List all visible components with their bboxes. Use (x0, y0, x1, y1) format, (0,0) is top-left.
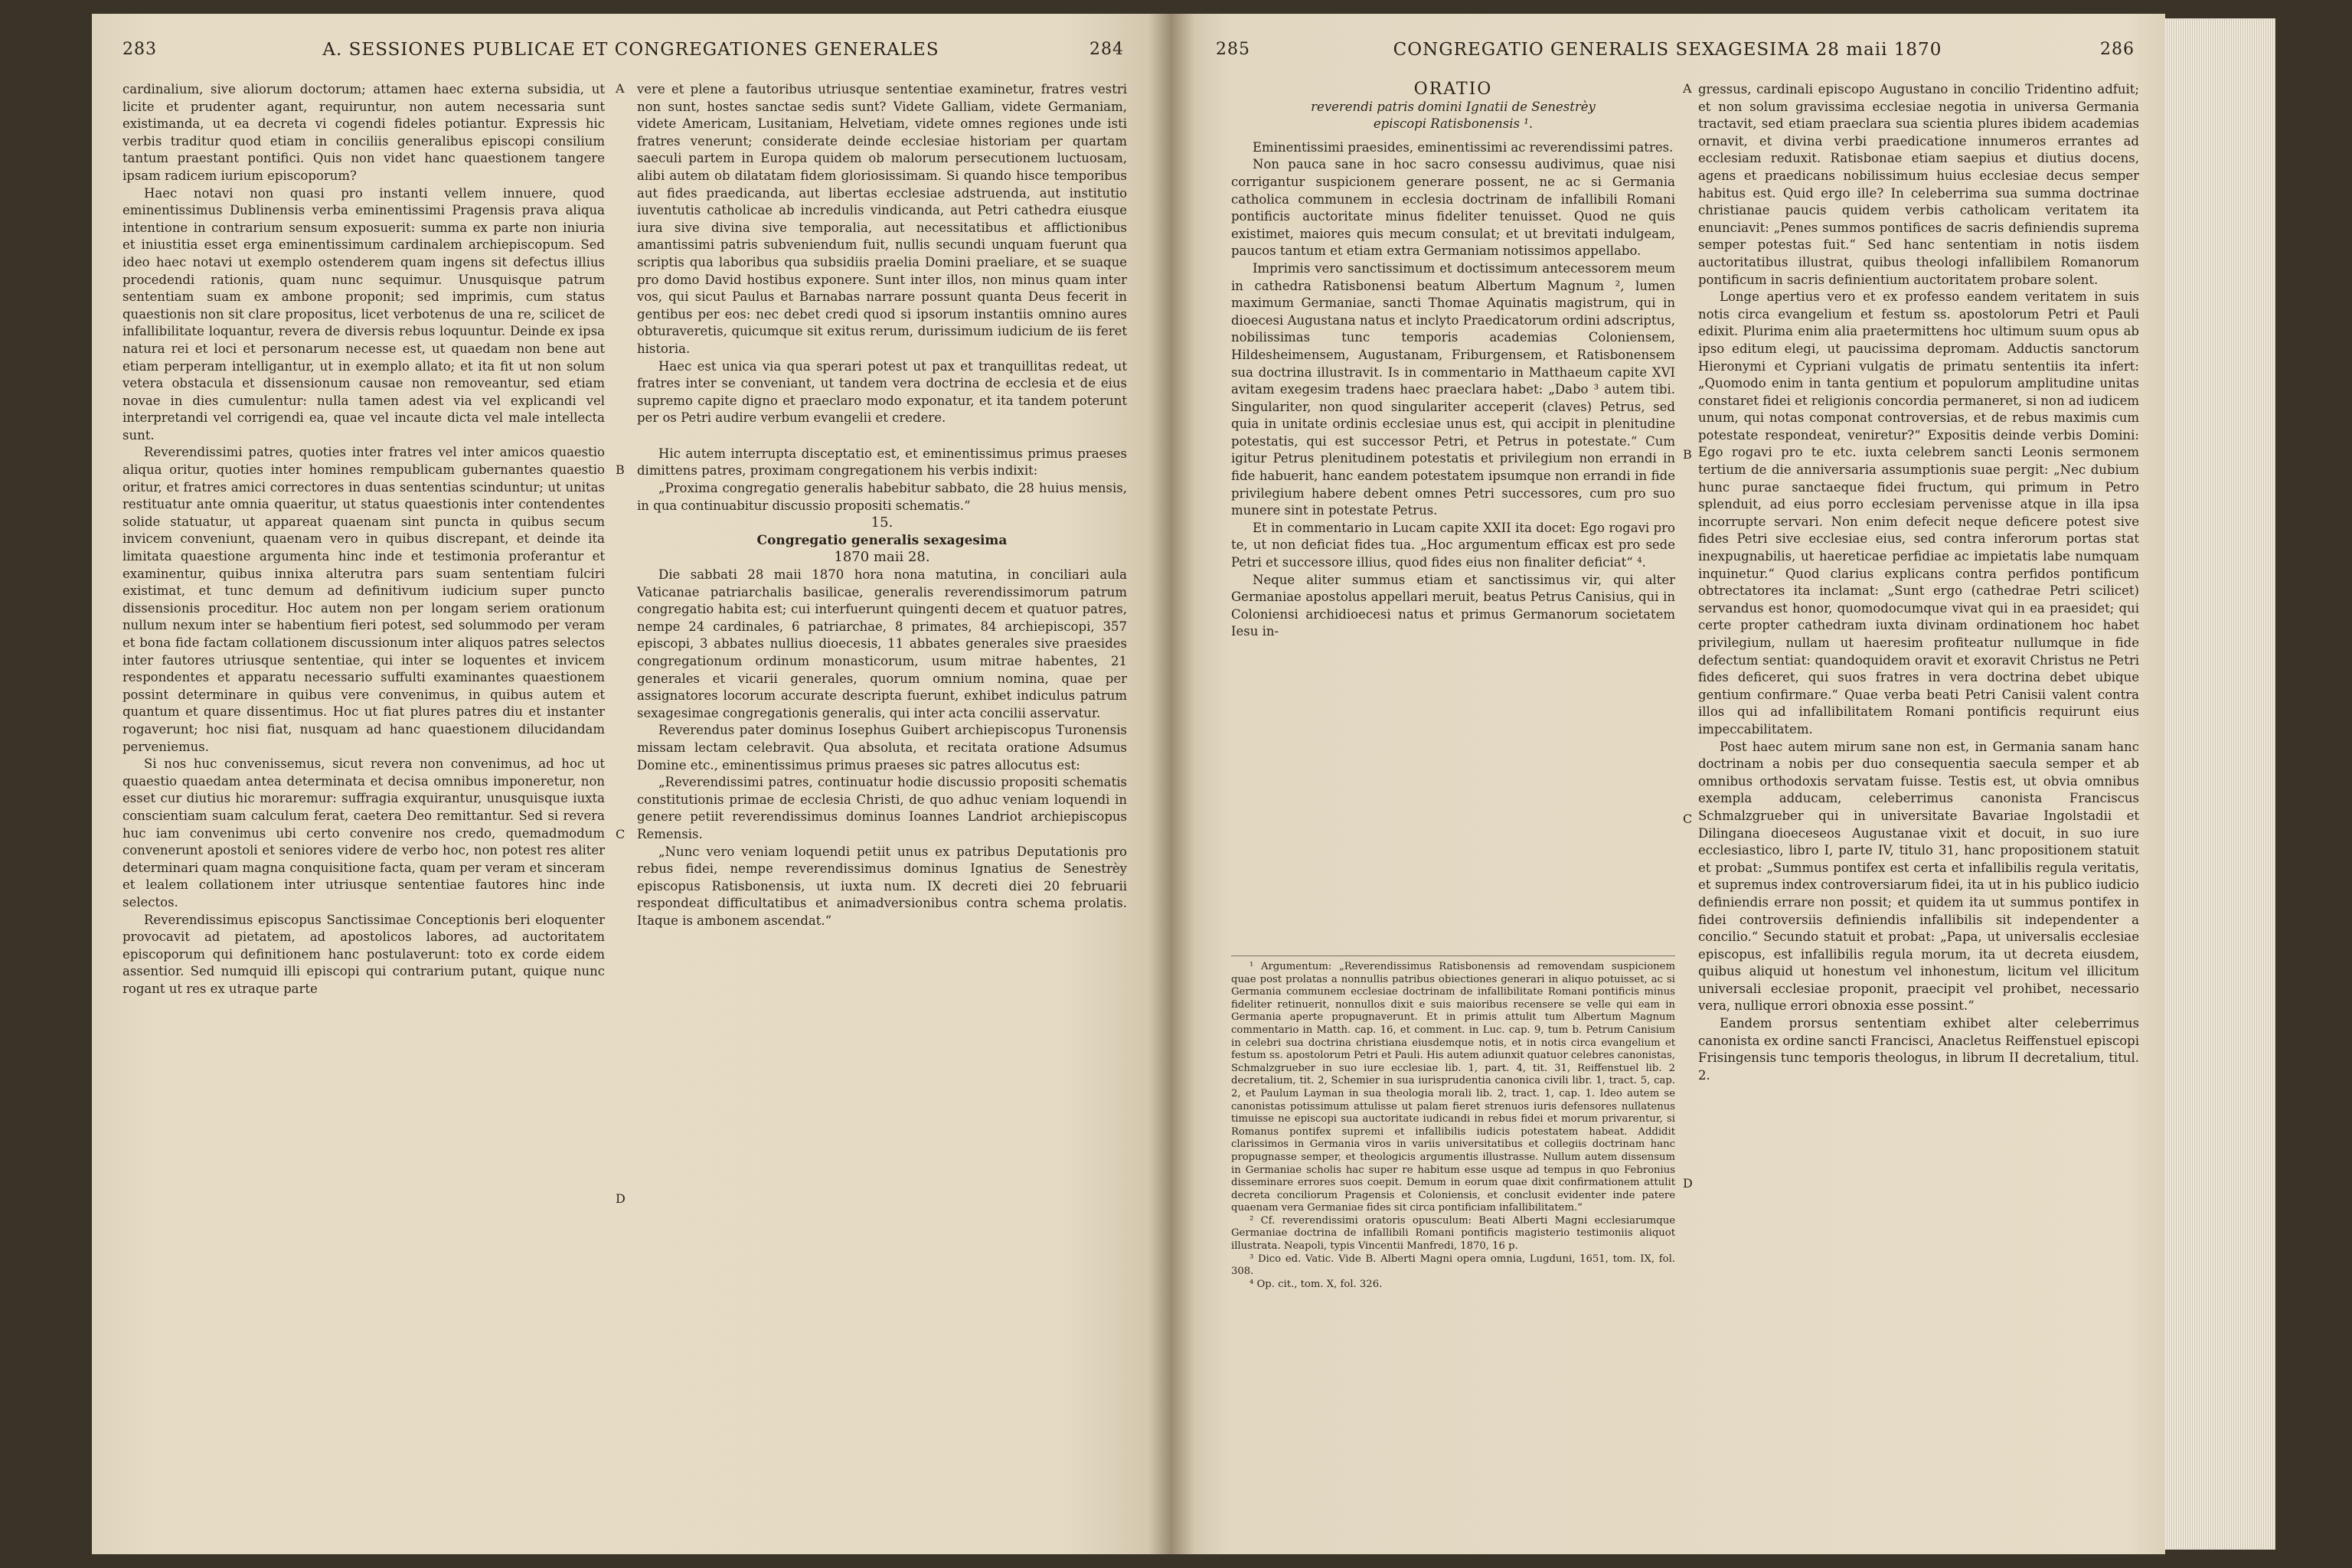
paragraph: Hic autem interrupta disceptatio est, et eminentissimus primus praeses dimittens patres, proximam congregationem his verbis indixit: (637, 446, 1127, 479)
margin-mark: D (1683, 1176, 1693, 1191)
page-number: 285 (1216, 40, 1250, 59)
paragraph: Post haec autem mirum sane non est, in Germania sanam hanc doctrinam a nobis per duo consequentia saecula semper et ab omnibus orthodoxis servatam fuisse. Testis est, ut obvia omnibus exempla adducam, celeberrimus canonista Franciscus Schmalzgrueber qui in universitate Bavariae Ingolstadii et Dilingana dioeceseos Augustanae vixit et docuit, in suo iure ecclesiastico, libro I, parte IV, titulo 31, hanc propositionem statuit et probat: „Summus pontifex est certa et infallibilis regula veritatis, et supremus index controversiarum fidei, ita ut in his publico iudicio definiendis errare non possit; et quidem ita ut summus pontifex in fidei controversiis definiendis infallibilis sit independenter a concilio.“ Secundo statuit et probat: „Papa, ut universalis ecclesiae episcopus, est infallibilis regula morum, ita ut decreta eiusdem, quibus aliquid ut honestum vel inhonestum, licitum vel illicitum universali ecclesiae proponit, praecipit vel prohibet, necessario vera, nullique errori obnoxia esse possint.“ (1698, 739, 2139, 1014)
page-number: 284 (1089, 40, 1124, 59)
running-head: CONGREGATIO GENERALIS SEXAGESIMA 28 maii 1870 (1393, 40, 1942, 60)
oratio-heading: ORATIO (1413, 80, 1493, 99)
paragraph: Reverendissimi patres, quoties inter fratres vel inter amicos quaestio aliqua oritur, quoties inter homines rempublicam gubernantes quaestio oritur, et fratres amici correctores in duas sententias scinduntur; ut unitas restituatur ante omnia quaeritur, ut status quaestionis inter contendentes solide statuatur, ut appareat quaenam sint puncta in quibus secum invicem conveniunt, quaenam vero in quibus discrepant, et deinde ita limitata quaestione argumenta hinc inde et testimonia proferantur et examinentur, quibus innixa alterutra pars suam sententiam fulciri existimat, et tunc demum ad definitivum iudicium super puncto dissensionis proceditur. Hoc autem non per longam seriem orationum nullum nexum inter se habentium fieri potest, sed solummodo per veram et bona fide factam collationem discussionum inter aliquos patres selectos inter fautores utriusque sententiae, qui inter se loquentes et invicem respondentes et apparatu necessario suffulti examinantes quaestionem possint determinare in quibus vere convenimus, in quibus autem et quantum et quare dissentimus. Hoc ut fiat plures patres diu et instanter rogaverunt; hoc nisi fiat, nusquam ad hanc quaestionem dilucidandam perveniemus. (122, 445, 605, 754)
paragraph: „Reverendissimi patres, continuatur hodie discussio propositi schematis constitutionis primae de ecclesia Christi, de quo adhuc veniam loquendi in genere petiit reverendissimus dominus Ioannes Landriot archiepiscopus Remensis. (637, 775, 1127, 841)
section-number: 15. (871, 514, 893, 531)
left-column-1 (122, 81, 605, 998)
section-date: 1870 maii 28. (834, 549, 930, 566)
right-page-header (1170, 40, 2165, 70)
paragraph: Eandem prorsus sententiam exhibet alter celeberrimus canonista ex ordine sancti Francisci, Anacletus Reiffenstuel episcopi Frisingensis tunc temporis theologus, in librum II decretalium, titul. 2. (1698, 1016, 2139, 1083)
paragraph: Non pauca sane in hoc sacro consessu audivimus, quae nisi corrigantur suspicionem generare possent, ne ac si Germania catholica communem in ecclesia doctrinam de infallibili Romani pontificis auctoritate minus fideliter tenuisset. Quod ne quis existimet, maiores quis mecum consulat; et ut brevitati indulgeam, paucos tantum et etiam extra Germaniam notissimos appellabo. (1231, 157, 1675, 259)
paragraph: Si nos huc convenissemus, sicut revera non convenimus, ad hoc ut quaestio quaedam antea determinata et decisa omnibus imponeretur, non esset cur diutius hic moraremur: suffragia exquirantur, unusquisque iuxta conscientiam suam calculum ferat, caetera Deo remittantur. Sed si revera huc iam convenimus ubi certo convenire nos credo, quemadmodum convenerunt apostoli et seniores videre de verbo hoc, non potest res aliter determinari quam magna conquisitione facta, quam per veram et sinceram et lealem collationem inter utriusque sententiae fautores hinc inde selectos. (122, 756, 605, 910)
paragraph: Haec notavi non quasi pro instanti vellem innuere, quod eminentissimus Dublinensis verba eminentissimi Pragensis prava aliqua intentione in contrarium sensum exposuerit: summa ex parte non iniuria et iniustitia esset erga eminentissimum cardinalem archiepiscopum. Sed ideo haec notavi ut exemplo ostenderem quam ingens sit defectus illius procedendi rationis, quam nunc sequimur. Unusquisque patrum sententiam suam ex ambone proponit; sed imprimis, cum status quaestionis non sit clare propositus, licet verbotenus de una re, scilicet de infallibilitate loquantur, revera de diversis rebus loquuntur. Deinde ex ipsa natura rei et loci et personarum necesse est, ut quaedam non bene aut etiam perperam intelligantur, ut in exemplo allato; et ita fit ut non solum vetera obstacula et dissensionum causae non removeantur, sed etiam novae in dies cumulentur: nulla tamen adest via vel explicandi vel interpretandi vel corrigendi ea, quae vel incaute dicta vel male intellecta sunt. (122, 185, 605, 443)
paragraph: Reverendissimus episcopus Sanctissimae Conceptionis beri eloquenter provocavit ad pietatem, ad apostolicos labores, ad auctoritatem episcoporum qui definitionem hanc postulaverunt: toto ex corde eidem assentior. Sed numquid illi episcopi qui contrarium putant, quique nunc rogant ut res ex utraque parte (122, 912, 605, 996)
margin-mark: D (616, 1191, 626, 1206)
footnote: ² Cf. reverendissimi oratoris opusculum: Beati Alberti Magni ecclesiarumque Germaniae doctrina de infallibili Romani pontificis magisterio testimoniis aliquot illustrata. Neapoli, typis Vincentii Manfredi, 1870, 16 p. (1231, 1214, 1675, 1253)
book-gutter (1148, 14, 1194, 1554)
paragraph: Longe apertius vero et ex professo eandem veritatem in suis notis circa evangelium et festum ss. apostolorum Petri et Pauli edixit. Plurima enim alia praetermittens hoc ultimum suum opus ab ipso editum elegi, ut paucissima depromam. Adductis sanctorum Hieronymi et Cypriani vulgatis de primatu sententiis ita infert: „Quomodo enim in tanta gentium et populorum amplitudine unitas constaret fidei et religionis concordia permaneret, si non ad iudicem unum, qui notas componat controversias, et de rebus maximis cum potestate respondeat, veniretur?“ Expositis deinde verbis Domini: Ego rogavi pro te etc. iuxta celebrem sancti Leonis sermonem tertium de die anniversaria assumptionis suae pergit: „Nec dubium hunc purae sanctaeque fidei fructum, qui primum in Petro splenduit, ad eius porro ecclesiam pervenisse atque in illa ipsa incorrupte servari. Non enim defecit neque deficere potest sive fides Petri sive ecclesiae eius, sed contra inferorum portas stat inexpugnabilis, ut haereticae perfidiae ac impietatis labe numquam inquinetur.“ Quod clarius explicans contra perfidos pontificum obtrectatores ita inclamat: „Sunt ergo (cathedrae Petri scilicet) servandus est honor, quomodocumque vivat qui in ea praesidet; qui certe propter cathedram iuxta divinam ordinationem hoc habet privilegium, nullam ut haeresim profiteatur nullumque in fide defectum sentiat: quandoquidem oravit et exoravit Christus ne Petri fides deficeret, qui suos fratres in vera doctrina debet ubique gentium confirmare.“ Quae verba beati Petri Canisii valent contra illos qui ad infallibilitatem Romani pontificis requirunt eius impeccabilitatem. (1698, 289, 2139, 737)
book-spread (92, 14, 2275, 1554)
paragraph: Reverendus pater dominus Iosephus Guibert archiepiscopus Turonensis missam lectam celebravit. Qua absoluta, et recitata oratione Adsumus Domine etc., eminentissimus primus praeses sic patres allocutus est: (637, 723, 1127, 773)
paragraph: vere et plene a fautoribus utriusque sententiae examinetur, fratres vestri non sunt, hostes sanctae sedis sunt? Videte Galliam, videte Germaniam, videte Americam, Lusitaniam, Helvetiam, videte omnes regiones unde isti fratres venerunt; considerate deinde ecclesiae historiam per quartam saeculi partem in Europa quidem ob malorum persecutionem luctuosam, alibi autem ob dilatatam fidem gloriosissimam. Si quando hisce temporibus aut fides praedicanda, aut libertas ecclesiae adstruenda, aut institutio iuventutis catholicae ab incredulis vindicanda, aut Petri cathedra eiusque iura sive divina sive temporalia, aut necessitatibus et afflictionibus amantissimi patris subveniendum fuit, nullis secundi unquam fuerunt qua scriptis qua laboribus qua subsidiis praelia Domini praeliare, et se suaque pro domo David hostibus exponere. Sunt inter illos, non minus quam inter vos, qui sicut Paulus et Barnabas narrare possunt quanta Deus fecerit in gentibus per eos: nec debet credi quod si ipsorum instantiis omnino aures obturaveretis, quicumque sit exitus rerum, durissimum iudicium de iis feret historia. (637, 82, 1127, 356)
paragraph: Imprimis vero sanctissimum et doctissimum antecessorem meum in cathedra Ratisbonensi beatum Albertum Magnum ², lumen maximum Germaniae, sancti Thomae Aquinatis magistrum, qui in dioecesi Augustana natus et inclyto Praedicatorum ordini adscriptus, nobilissimas tunc temporis academias Coloniensem, Hildesheimensem, Augustanam, Friburgensem, et Ratisbonensem sua doctrina illustravit. Is in commentario in Matthaeum capite XVI avitam exegesim tradens haec praeclara habet: „Dabo ³ autem tibi. Singulariter, non quod singulariter acceperit (claves) Petrus, sed quia in unitate ordinis ecclesiae unus est, qui accipit in plenitudine potestatis, qui est successor Petri, et Petrus in potestate.“ Cum igitur Petrus plenitudinem potestatis et privilegium non errandi in fide habuerit, hanc eandem potestatem ipsumque non errandi in fide privilegium habere debent omnes Petri successores, cum pro suo munere sint in potestate Petrus. (1231, 260, 1675, 518)
oratio-subtitle: reverendi patris domini Ignatii de Senestrèy (1311, 99, 1596, 114)
right-page (1170, 14, 2165, 1554)
paragraph: „Proxima congregatio generalis habebitur sabbato, die 28 huius mensis, in qua continuabitur discussio propositi schematis.“ (637, 481, 1127, 513)
left-page-header (92, 40, 1170, 70)
footnote: ¹ Argumentum: „Reverendissimus Ratisbonensis ad removendam suspicionem quae post prolatas a nonnullis patribus obiectiones generari in aliquo potuisset, ac si Germania communem ecclesiae doctrinam de infallibilitate Romani pontificis minus fideliter retinuerit, nonnullos dixit e suis maioribus recensere se velle qui eam in Germania aperte propugnaverunt. Et in primis attulit tum Albertum Magnum commentario in Matth. cap. 16, et comment. in Luc. cap. 9, tum b. Petrum Canisium in celebri sua doctrina christiana eiusdemque notis, et in notis circa evangelium et festum ss. apostolorum Petri et Pauli. His autem adiunxit quatuor celebres canonistas, Schmalzgrueber in suo iure ecclesiae lib. 1, part. 4, tit. 31, Reiffenstuel lib. 2 decretalium, tit. 2, Schemier in sua iurisprudentia canonica civili libr. 1, tract. 5, cap. 2, et Paulum Layman in sua theologia morali lib. 2, tract. 1, cap. 1. Ideo autem se canonistas potissimum attulisse ut palam fieret strenuos iuris defensores nullatenus timuisse ne episcopi sua auctoritate iudicandi in rebus fidei et morum privarentur, si Romanus pontifex supremi et infallibilis iudicis potestatem habeat. Addidit clarissimos in Germania viros in variis universitatibus et collegiis doctrinam hanc propugnasse semper, et theologicis argumentis illustrasse. Nullum autem dissensum in Germaniae scholis hac super re habitum esse usque ad tempus in quo Febronius disseminare errores suos coepit. Demum in eorum quae dixit confirmationem attulit decreta conciliorum Pragensis et Coloniensis, et conclusit evidenter inde patere quaenam vera Germaniae fides sit circa pontificiam infallibilitatem.“ (1231, 961, 1675, 1214)
paragraph: Neque aliter summus etiam et sanctissimus vir, qui alter Germaniae apostolus appellari meruit, beatus Petrus Canisius, qui in Coloniensi archidioecesi natus et primus Germanorum societatem Iesu in- (1231, 572, 1675, 639)
page-edges (2165, 18, 2275, 1550)
right-column-2 (1698, 81, 2139, 1084)
paragraph: „Nunc vero veniam loquendi petiit unus ex patribus Deputationis pro rebus fidei, nempe reverendissimus dominus Ignatius de Senestrèy episcopus Ratisbonensis, ut iuxta num. IX decreti diei 20 februarii respondeat difficultatibus et animadversionibus contra schema prolatis. Itaque is ambonem ascendat.“ (637, 844, 1127, 928)
margin-mark: A (1683, 81, 1692, 96)
oratio-subtitle: episcopi Ratisbonensis ¹. (1373, 116, 1534, 132)
paragraph: gressus, cardinali episcopo Augustano in concilio Tridentino adfuit; et non solum gravissima ecclesiae negotia in universa Germania tractavit, sed etiam praeclara sua scientia plures ibidem academias ornavit, et divina verbi praedicatione innumeros errantes ad ecclesiam reduxit. Ratisbonae etiam saepius et diutius docens, agens et praedicans nobilissimum huius ecclesiae decus semper habitus est. Quid ergo ille? In celeberrima sua summa doctrinae christianae paucis quidem verbis catholicam veritatem ita enunciavit: „Penes summos pontifices de sacris definiendis suprema semper potestas fuit.“ Sed hanc sententiam in notis iisdem auctoritatibus illustrat, quibus theologi infallibilem Romanorum pontificum in sacris definientium auctoritatem probare solent. (1698, 82, 2139, 287)
footnotes (1231, 956, 1675, 1291)
running-head: A. SESSIONES PUBLICAE ET CONGREGATIONES GENERALES (322, 40, 939, 60)
page-number: 283 (122, 40, 157, 59)
margin-mark: C (1683, 812, 1693, 826)
paragraph: Die sabbati 28 maii 1870 hora nona matutina, in conciliari aula Vaticanae patriarchalis basilicae, generalis reverendissimorum patrum congregatio habita est; cui interfuerunt quingenti decem et quatuor patres, nempe 24 cardinales, 6 patriarchae, 8 primates, 84 archiepiscopi, 357 episcopi, 3 abbates nullius dioecesis, 11 abbates generales sive praesides congregationum ordinum monasticorum, usum mitrae habentes, 21 generales et vicarii generales, quorum omnium nomina, quae per assignatores locorum accurate descripta fuerunt, exhibet indiculus patrum sexagesimae congregationis generalis, qui inter acta concilii asservatur. (637, 567, 1127, 720)
margin-mark: A (616, 81, 625, 96)
footnote: ³ Dico ed. Vatic. Vide B. Alberti Magni opera omnia, Lugduni, 1651, tom. IX, fol. 308. (1231, 1253, 1675, 1278)
footnote: ⁴ Op. cit., tom. X, fol. 326. (1250, 1278, 1383, 1290)
paragraph: Haec est unica via qua sperari potest ut pax et tranquillitas redeat, ut fratres inter se conveniant, ut tandem vera doctrina de ecclesia et de eius supremo capite digno et praeclaro modo exponatur, et ita tandem poterunt per os Petri audire verbum evangelii et credere. (637, 358, 1127, 426)
left-column-2 (637, 81, 1127, 930)
section-title: Congregatio generalis sexagesima (756, 532, 1008, 548)
page-number: 286 (2100, 40, 2135, 59)
margin-mark: B (1683, 447, 1692, 462)
right-column-1 (1231, 81, 1675, 641)
left-page (92, 14, 1170, 1554)
margin-mark: B (616, 462, 625, 477)
paragraph: Eminentissimi praesides, eminentissimi ac reverendissimi patres. (1253, 139, 1674, 155)
paragraph: Et in commentario in Lucam capite XXII ita docet: Ego rogavi pro te, ut non deficiat fides tua. „Hoc argumentum efficax est pro sede Petri et successore illius, quod fides eius non finaliter deficiat“ ⁴. (1231, 520, 1675, 570)
margin-mark: C (616, 827, 626, 841)
paragraph: cardinalium, sive aliorum doctorum; attamen haec externa subsidia, ut licite et prudenter agant, requiruntur, non autem necessaria sunt existimanda, ut ea decreta vi cogendi fideles potiantur. Expressis hic verbis traditur quod etiam in conciliis generalibus episcopi consilium tantum praestant pontifici. Quis non videt hanc quaestionem tangere ipsam radicem iurium episcoporum? (122, 82, 605, 183)
